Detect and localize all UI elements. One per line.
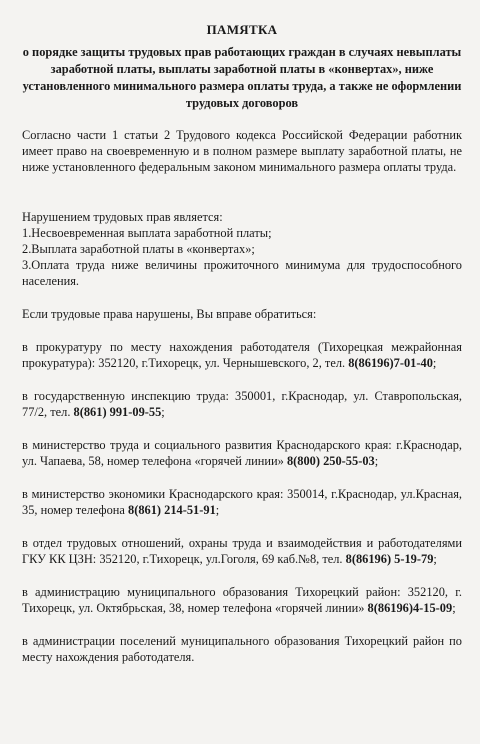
contact-text: в администрацию муниципального образования Тихорецкий район: 352120, г. Тихорецк, ул. Октябрьская, 38, номер телефона «горячей линии»: [22, 585, 462, 615]
contact-settlement-administrations: [22, 633, 462, 665]
contact-prosecutor: [22, 339, 462, 371]
contact-text: в отдел трудовых отношений, охраны труда и взаимодействия и работодателями ГКУ КК ЦЗН: 352120, г.Тихорецк, ул.Гоголя, 69 каб.№8, тел.: [22, 536, 462, 566]
contact-text: в министерство труда и социального развития Краснодарского края: г.Краснодар, ул. Чапаева, 58, номер телефона «горячей линии»: [22, 438, 462, 468]
contact-text: в министерство экономики Краснодарского края: 350014, г.Краснодар, ул.Красная, 35, номер телефона: [22, 487, 462, 517]
violations-list: [22, 225, 462, 289]
intro-paragraph: Согласно части 1 статьи 2 Трудового кодекса Российской Федерации работник имеет право на своевременную и в полном размере выплату заработной платы, не ниже установленного федеральным законом минимального размера оплаты труда.: [22, 128, 462, 174]
contact-employment-center: [22, 535, 462, 567]
contact-economy-ministry: [22, 486, 462, 518]
contact-text: в государственную инспекцию труда: 350001, г.Краснодар, ул. Ставропольская, 77/2, тел.: [22, 389, 462, 419]
contact-phone: 8(86196)7-01-40: [348, 356, 433, 370]
violations-heading: Нарушением трудовых прав является:: [22, 210, 223, 224]
contact-tail: ;: [432, 356, 437, 370]
contact-labor-ministry: [22, 437, 462, 469]
document-title: ПАМЯТКА: [206, 22, 278, 37]
contact-labor-inspection: [22, 388, 462, 420]
contact-phone: 8(86196) 5-19-79: [345, 552, 434, 566]
contact-text: в прокуратуру по месту нахождения работодателя (Тихорецкая межрайонная прокуратура): 352120, г.Тихорецк, ул. Чернышевского, 2, тел.: [22, 340, 462, 370]
contact-text: в администрации поселений муниципального образования Тихорецкий район по месту нахождения работодателя.: [22, 634, 462, 664]
contact-phone: 8(861) 214-51-91: [128, 503, 216, 517]
document-page: [0, 22, 480, 744]
violation-item: 3.Оплата труда ниже величины прожиточного минимума для трудоспособного населения.: [22, 258, 462, 288]
rights-heading: Если трудовые права нарушены, Вы вправе обратиться:: [22, 307, 317, 321]
contact-phone: 8(86196)4-15-09: [367, 601, 453, 615]
contact-tail: ;: [215, 503, 220, 517]
contact-tail: ;: [161, 405, 165, 419]
violation-item: 1.Несвоевременная выплата заработной платы;: [22, 226, 272, 240]
contact-tail: ;: [433, 552, 437, 566]
violation-item: 2.Выплата заработной платы в «конвертах»;: [22, 242, 255, 256]
contact-phone: 8(861) 991-09-55: [73, 405, 162, 419]
contact-phone: 8(800) 250-55-03: [286, 454, 375, 468]
document-subtitle: о порядке защиты трудовых прав работающих граждан в случаях невыплаты заработной платы, выплаты заработной платы в «конвертах», ниже установленного минимального размера оплаты труда, а также не оформлении трудовых договоров: [22, 45, 462, 110]
contact-district-administration: [22, 584, 462, 616]
contact-tail: ;: [452, 601, 456, 615]
contact-tail: ;: [374, 454, 379, 468]
